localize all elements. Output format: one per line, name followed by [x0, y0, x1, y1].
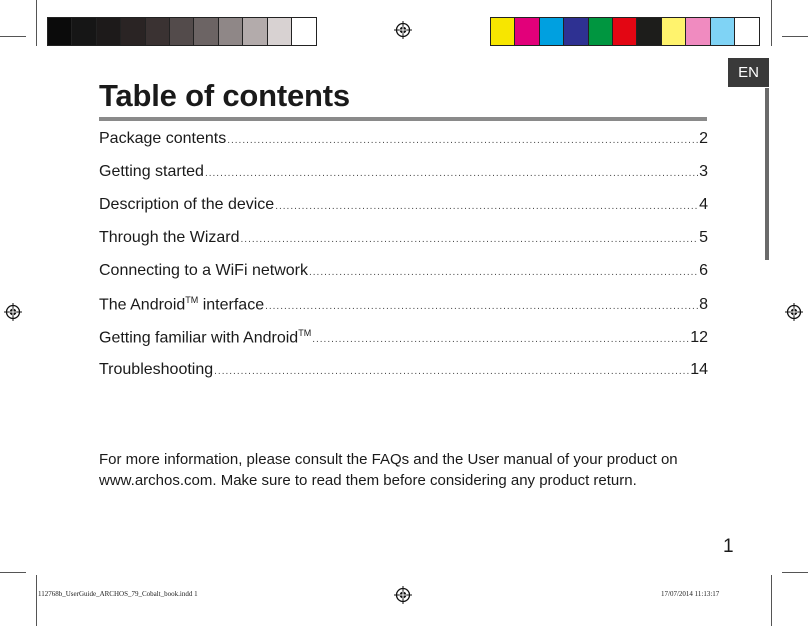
dot-leader: [205, 168, 698, 179]
crop-mark-top-right-v: [771, 0, 772, 46]
toc-entry-page: 14: [690, 361, 708, 378]
grayscale-color-bar: [47, 17, 317, 46]
toc-entry-page: 2: [699, 130, 708, 147]
dot-leader: [275, 201, 698, 212]
gray-swatch: [72, 18, 96, 45]
registration-mark-bottom-icon: [394, 586, 412, 604]
gray-swatch: [219, 18, 243, 45]
title-underline: [99, 117, 707, 121]
dot-leader: [265, 301, 698, 312]
registration-mark-left-icon: [4, 303, 22, 321]
dot-leader: [312, 334, 689, 345]
color-swatch: [491, 18, 515, 45]
crop-mark-top-left-h: [0, 36, 26, 37]
crop-mark-bottom-left-v: [36, 575, 37, 626]
registration-mark-right-icon: [785, 303, 803, 321]
gray-swatch: [48, 18, 72, 45]
page-number: 1: [723, 536, 734, 557]
toc-list: [99, 126, 708, 390]
color-swatch: [686, 18, 710, 45]
slug-timestamp: 17/07/2014 11:13:17: [661, 590, 720, 598]
color-swatch: [735, 18, 759, 45]
toc-entry[interactable]: [99, 324, 708, 357]
toc-entry-label: Package contents: [99, 130, 227, 147]
gray-swatch: [268, 18, 292, 45]
toc-entry-label: The Android™ interface: [99, 295, 265, 314]
toc-entry[interactable]: [99, 126, 708, 159]
side-rule: [765, 88, 769, 260]
toc-entry-page: 4: [699, 196, 708, 213]
dot-leader: [309, 267, 698, 278]
toc-entry[interactable]: [99, 192, 708, 225]
crop-mark-bottom-right-v: [771, 575, 772, 626]
toc-entry-label: Connecting to a WiFi network: [99, 262, 308, 279]
page-title: Table of contents: [99, 78, 350, 113]
toc-entry[interactable]: [99, 225, 708, 258]
language-tab: EN: [728, 58, 769, 87]
gray-swatch: [97, 18, 121, 45]
dot-leader: [241, 234, 699, 245]
gray-swatch: [292, 18, 316, 45]
toc-entry-label: Through the Wizard: [99, 229, 240, 246]
toc-entry-page: 5: [699, 229, 708, 246]
toc-entry[interactable]: [99, 357, 708, 390]
toc-entry-label: Getting started: [99, 163, 204, 180]
gray-swatch: [146, 18, 170, 45]
registration-mark-top-icon: [394, 21, 412, 39]
crop-mark-top-left-v: [36, 0, 37, 46]
color-swatch: [613, 18, 637, 45]
color-swatch: [637, 18, 661, 45]
slug-filename: 112768b_UserGuide_ARCHOS_79_Cobalt_book.indd 1: [38, 590, 198, 598]
gray-swatch: [121, 18, 145, 45]
color-swatch: [589, 18, 613, 45]
toc-entry-page: 6: [699, 262, 708, 279]
dot-leader: [227, 135, 698, 146]
toc-entry[interactable]: [99, 258, 708, 291]
toc-entry-page: 8: [699, 296, 708, 314]
toc-entry[interactable]: [99, 159, 708, 192]
toc-entry[interactable]: [99, 291, 708, 324]
trademark-mark: TM: [185, 295, 199, 305]
trademark-mark: TM: [298, 328, 312, 338]
toc-entry-label: Troubleshooting: [99, 361, 214, 378]
color-swatch: [564, 18, 588, 45]
crop-mark-top-right-h: [782, 36, 808, 37]
crop-mark-bottom-left-h: [0, 572, 26, 573]
gray-swatch: [170, 18, 194, 45]
toc-entry-page: 3: [699, 163, 708, 180]
color-swatch: [711, 18, 735, 45]
gray-swatch: [194, 18, 218, 45]
crop-mark-bottom-right-h: [782, 572, 808, 573]
color-swatch: [662, 18, 686, 45]
info-note: For more information, please consult the FAQs and the User manual of your product on www.archos.com. Make sure to read them before considering any product return.: [99, 451, 678, 489]
toc-entry-page: 12: [690, 329, 708, 347]
color-swatch: [540, 18, 564, 45]
toc-entry-label: Getting familiar with Android™: [99, 328, 312, 347]
color-swatch: [515, 18, 539, 45]
toc-entry-label: Description of the device: [99, 196, 275, 213]
process-color-bar: [490, 17, 760, 46]
dot-leader: [214, 366, 689, 377]
gray-swatch: [243, 18, 267, 45]
